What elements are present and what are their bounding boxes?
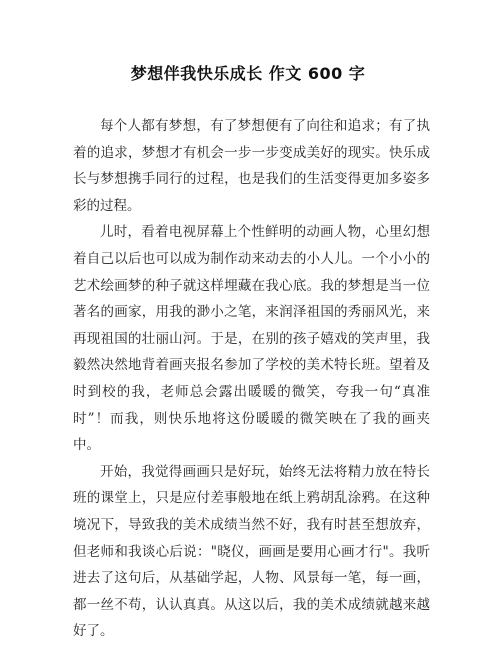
document-body bbox=[73, 113, 430, 645]
paragraph-2: 儿时，看着电视屏幕上个性鲜明的动画人物，心里幻想着自己以后也可以成为制作动来动去的小人儿。一个小小的艺术绘画梦的种子就这样埋藏在我心底。我的梦想是当一位著名的画家，用我的渺小之笔，来润泽祖国的秀丽风光，来再现祖国的壮丽山河。于是，在别的孩子嬉戏的笑声里，我毅然决然地背着画夹报名参加了学校的美术特长班。望着及时到校的我，老师总会露出暖暖的微笑，夸我一句“真准时”！而我，则快乐地将这份暖暖的微笑映在了我的画夹中。 bbox=[73, 224, 430, 454]
document-title: 梦想伴我快乐成长 作文 600 字 bbox=[130, 64, 366, 83]
paragraph-1: 每个人都有梦想，有了梦想便有了向往和追求；有了执着的追求，梦想才有机会一步一步变成美好的现实。快乐成长与梦想携手同行的过程，也是我们的生活变得更加多姿多彩的过程。 bbox=[73, 118, 430, 214]
paragraph-3: 开始，我觉得画画只是好玩，始终无法将精力放在特长班的课堂上，只是应付差事般地在纸上鸦胡乱涂鸦。在这种境况下，导致我的美术成绩当然不好，我有时甚至想放弃，但老师和我谈心后说："晓仪，画画是要用心画才行"。我听进去了这句后，从基础学起，人物、风景每一笔，每一画，都一丝不苟，认认真真。从这以后，我的美术成绩就越来越好了。 bbox=[73, 463, 430, 640]
